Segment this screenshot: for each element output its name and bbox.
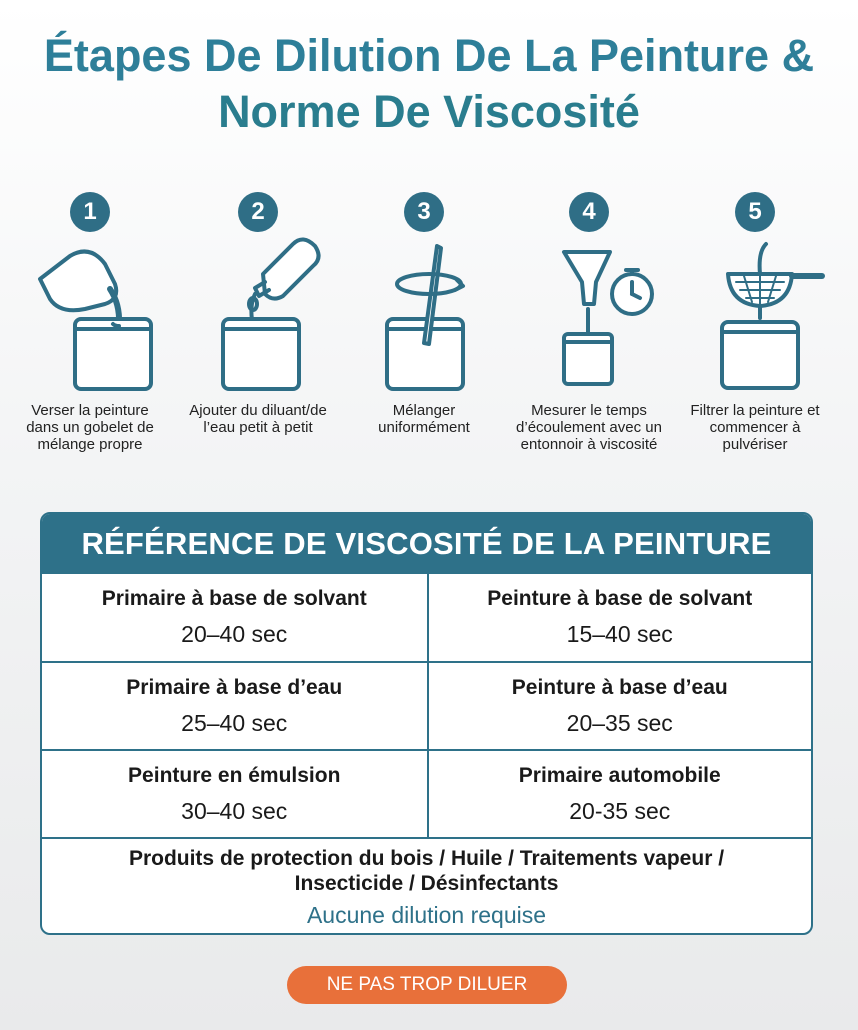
table-cell [427, 574, 812, 661]
no-dilution-note: Aucune dilution requise [306, 901, 547, 928]
paint-type: Peinture à base d’eau [511, 675, 728, 699]
stir-icon [349, 234, 499, 394]
table-row [42, 663, 811, 751]
step-caption: Verser la peinture dans un gobelet de mélange propre [26, 402, 154, 453]
table-cell [427, 751, 812, 837]
funnel-timer-icon [514, 234, 664, 394]
table-row [42, 574, 811, 663]
paint-type: Peinture à base de solvant [487, 587, 753, 610]
step-number: 1 [70, 192, 110, 232]
steps-row [0, 192, 858, 492]
table-row [42, 751, 811, 839]
table-cell [42, 751, 427, 837]
viscosity-reference-table [40, 512, 813, 935]
flow-time: 20–35 sec [566, 709, 673, 736]
paint-type: Primaire automobile [518, 763, 721, 787]
table-cell [427, 663, 812, 749]
step-caption: Mélanger uniformément [378, 402, 470, 436]
table-body [42, 574, 811, 935]
page-title [0, 28, 858, 140]
no-dilution-row [42, 839, 811, 935]
step-number: 2 [238, 192, 278, 232]
step-caption: Ajouter du diluant/de l’eau petit à petit [189, 402, 327, 436]
table-cell [42, 574, 427, 661]
table-cell [42, 663, 427, 749]
table-header: RÉFÉRENCE DE VISCOSITÉ DE LA PEINTURE [42, 514, 811, 574]
title-line-1: Étapes De Dilution De La Peinture & [43, 30, 815, 81]
flow-time: 30–40 sec [181, 797, 288, 824]
flow-time: 15–40 sec [566, 621, 673, 647]
bottle-pour-icon [183, 234, 333, 394]
flow-time: 20-35 sec [569, 797, 671, 824]
paint-type: Peinture en émulsion [128, 763, 341, 787]
step-caption: Mesurer le temps d’écoulement avec un entonnoir à viscosité [516, 402, 662, 453]
step-caption: Filtrer la peinture et commencer à pulvériser [690, 402, 820, 453]
strainer-icon [680, 234, 830, 394]
step-number: 3 [404, 192, 444, 232]
step-number: 4 [569, 192, 609, 232]
flow-time: 20–40 sec [181, 621, 288, 647]
paint-type: Primaire à base d’eau [126, 675, 343, 699]
no-dilution-products: Produits de protection du bois / Huile / Traitements vapeur / Insecticide / Désinfectants [128, 846, 725, 895]
pour-cup-icon [15, 234, 165, 394]
flow-time: 25–40 sec [181, 709, 288, 736]
step-number: 5 [735, 192, 775, 232]
warning-badge: NE PAS TROP DILUER [287, 966, 567, 1004]
paint-type: Primaire à base de solvant [101, 587, 367, 610]
title-line-2: Norme De Viscosité [218, 86, 640, 137]
